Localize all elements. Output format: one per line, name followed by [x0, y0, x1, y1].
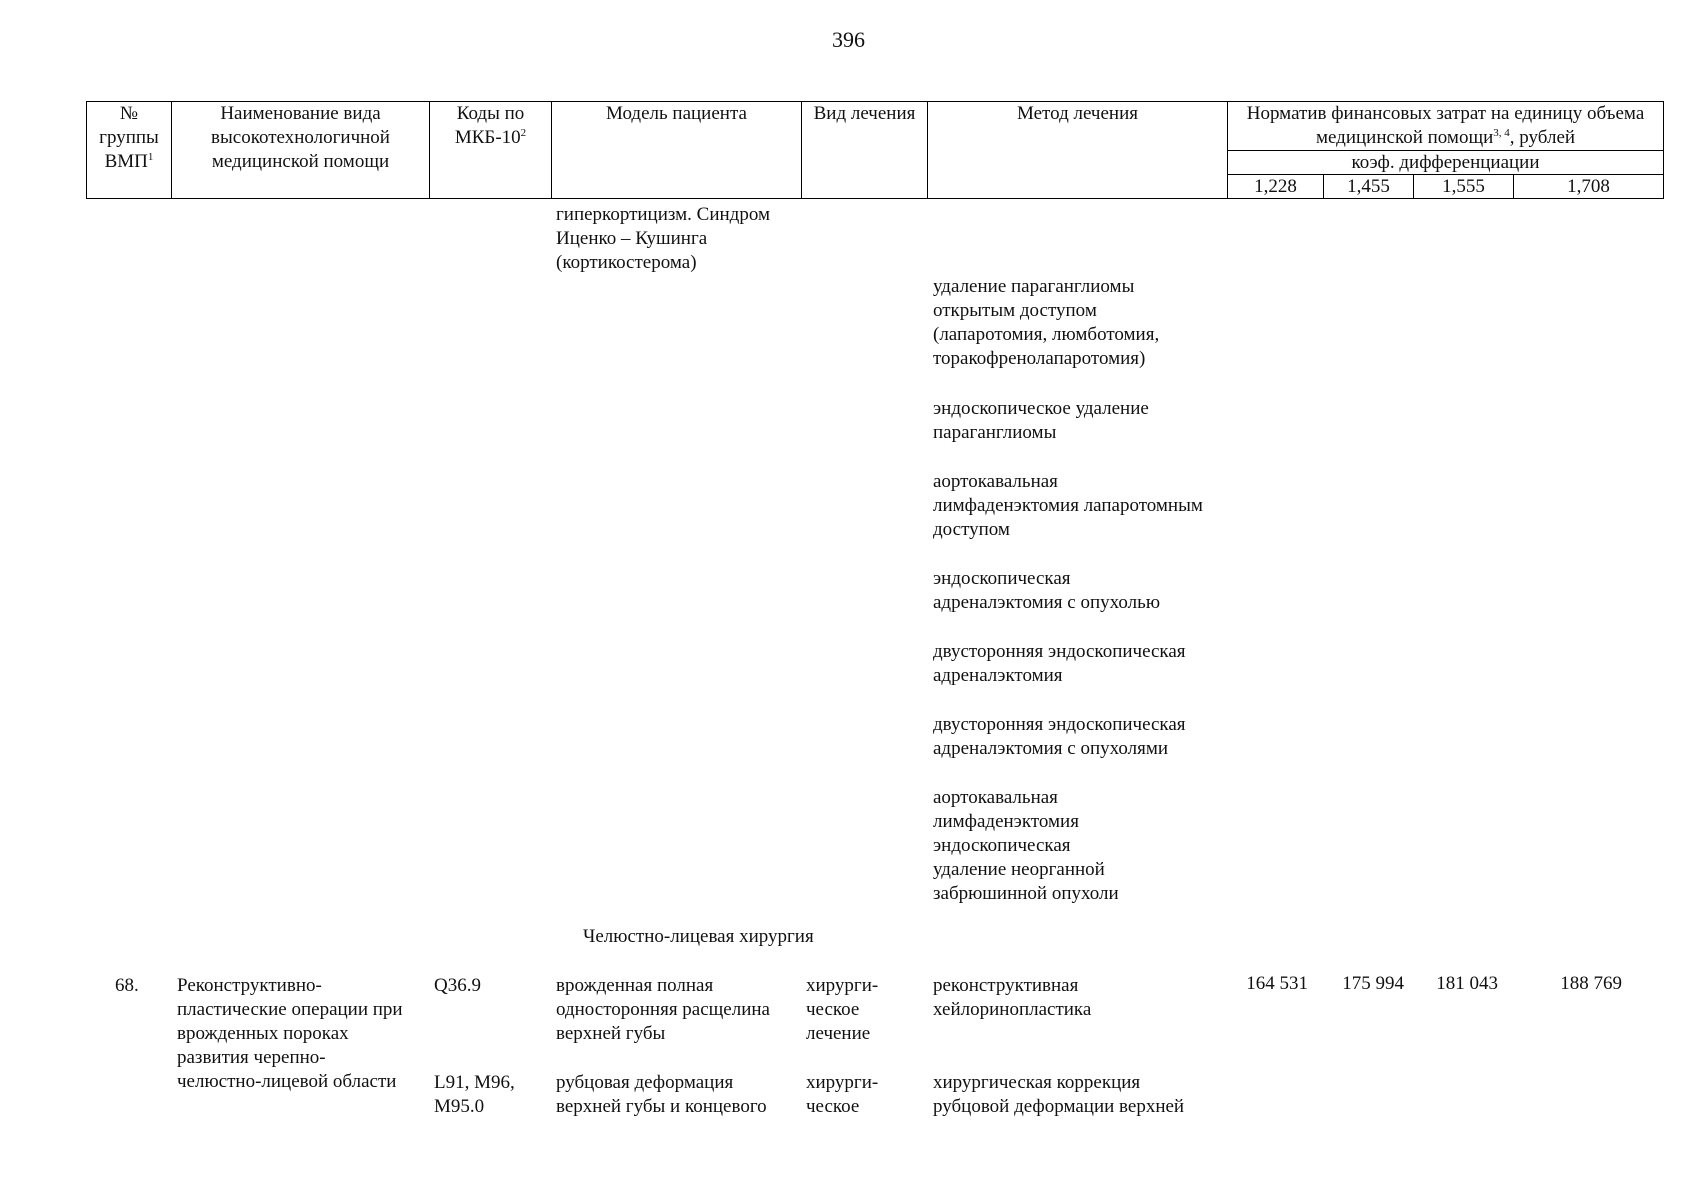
page-number: 396 [832, 27, 865, 52]
cost-value: 181 043 [1436, 973, 1498, 994]
treatment-method: реконструктивная хейлоринопластика [933, 975, 1092, 1020]
patient-model: рубцовая деформация верхней губы и концевого [556, 1072, 767, 1117]
patient-model: врожденная полная односторонняя расщелина верхней губы [556, 975, 770, 1044]
continued-patient-model: гиперкортицизм. Синдром Иценко – Кушинга (кортикостерома) [556, 204, 770, 273]
treatment-method-item: эндоскопическое удаление параганглиомы [933, 398, 1149, 443]
group-number: 68. [115, 975, 139, 996]
treatment-method-item: эндоскопическая адреналэктомия с опухолью [933, 568, 1161, 613]
treatment-kind: хирурги- ческое лечение [806, 975, 879, 1044]
treatment-method-item: удаление параганглиомы открытым доступом (лапаротомия, люмботомия, торакофренолапаротомия) [933, 276, 1160, 369]
treatment-method-item: аортокавальная лимфаденэктомия эндоскопическая удаление неорганной забрюшинной опухоли [933, 787, 1119, 904]
header-coef-label: коэф. дифференциации [1228, 151, 1664, 175]
icd-codes: Q36.9 [434, 975, 481, 996]
treatment-method-item: двусторонняя эндоскопическая адреналэктомия с опухолями [933, 714, 1186, 759]
header-coef-value: 1,228 [1228, 175, 1324, 199]
treatment-method: хирургическая коррекция рубцовой деформации верхней [933, 1072, 1185, 1117]
header-coef-value: 1,708 [1514, 175, 1664, 199]
cost-value: 175 994 [1342, 973, 1404, 994]
header-treatment-kind: Вид лечения [802, 102, 928, 199]
cost-value: 188 769 [1560, 973, 1622, 994]
header-patient-model: Модель пациента [552, 102, 802, 199]
table-header [86, 101, 1664, 199]
cost-value: 164 531 [1246, 973, 1308, 994]
header-financial-norm: Норматив финансовых затрат на единицу объема медицинской помощи$^{3, 4}$, рублей [1228, 102, 1664, 151]
care-type-name: Реконструктивно- пластические операции при врожденных пороках развития черепно- челюстно-лицевой области [177, 975, 403, 1092]
header-treatment-method: Метод лечения [928, 102, 1228, 199]
header-coef-value: 1,555 [1414, 175, 1514, 199]
treatment-kind: хирурги- ческое [806, 1072, 879, 1117]
section-title: Челюстно-лицевая хирургия [583, 926, 814, 947]
header-care-type-name: Наименование вида высокотехнологичной медицинской помощи [172, 102, 430, 199]
treatment-method-item: аортокавальная лимфаденэктомия лапаротомным доступом [933, 471, 1203, 540]
header-icd-codes: Коды по МКБ-$10^2$ [430, 102, 552, 199]
treatment-method-item: двусторонняя эндоскопическая адреналэктомия [933, 641, 1186, 686]
icd-codes: L91, M96, M95.0 [434, 1072, 515, 1117]
header-coef-value: 1,455 [1324, 175, 1414, 199]
header-group-number: № группы ВМП$^1$ [87, 102, 172, 199]
